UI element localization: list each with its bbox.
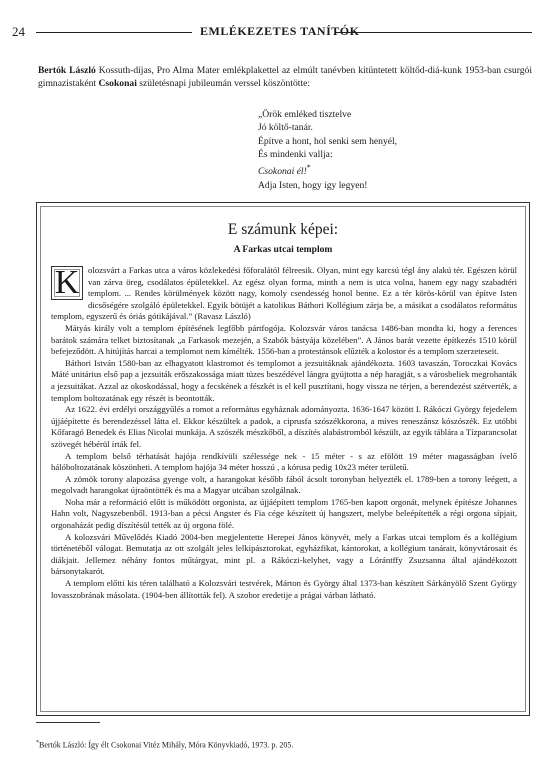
poem-line: „Örök emléked tisztelve xyxy=(258,109,352,120)
page-number: 24 xyxy=(12,24,25,39)
paragraph: A templom előtti kis téren található a Kolozsvári testvérek, Márton és György által 1373-ban készített Sárkányölő Szent György lovasszobrának másolata. (1904-ben állították fel). A szobor eredetije a prágai várban látható. xyxy=(51,578,517,600)
drop-cap: K xyxy=(51,266,83,300)
footnote-marker: * xyxy=(36,740,39,746)
paragraph: A templom belső térhatását hajója rendkívüli szélessége nek - 15 méter - s az efölött 19 méter magasságban ívelő hálóboltozatának köszönheti. A templom hajója 34 méter hosszú , a kórusa pedig 10x23 méter területű. xyxy=(51,450,517,473)
poem-line: Építve a hont, hol senki sem henyél, xyxy=(258,135,398,147)
footnote xyxy=(36,738,530,751)
footnote-reference: * xyxy=(306,163,311,173)
box-subtitle: A Farkas utcai templom xyxy=(233,244,333,255)
paragraph-text: olozsvárt a Farkas utca a város közlekedési főforalától félreesik. Olyan, mint egy karcsú tégl ány alakú tér. Egészen körül van zárva öreg, csodálatos épületekkel. Az egész olyan forma, minth a nem is utca volna, hanem egy nagy szabadtéri templom. ... Rendes körülmények között nagy, komoly csendesség honol benne. Ez a tér körös-körül van építve Isten dicsőségére szolgáló épületekkel. Egyik bötüjét a katolikus Báthori Kollégium zárja be, a másikat a csodálatos református templom, egyszerű és óriás gótikájával.” (Ravasz László) xyxy=(51,265,517,322)
poem-italic-text: Csokonai él! xyxy=(258,166,307,178)
school-name: Csokonai xyxy=(98,78,137,90)
paragraph: Noha már a reformáció előtt is működött orgonista, az újjáépített templom 1765-ben kapott orgonát, melynek építésze Johannes Hahn volt, Nagyszebenből. 1913-ban a pécsi Angster és Fia cége készített új hangszert, melybe beleépítették a régi orgona sípjait, orgonaházát pedig díszítésül tették az új orgona fölé. xyxy=(51,496,517,531)
intro-text-1: Kossuth-díjas, Pro Alma Mater emlékplakettel az elmúlt tanévben kitüntetett költőd-diá-kunk 1953-ban csurgói gimnazistaként xyxy=(38,65,532,90)
intro-paragraph xyxy=(38,64,532,90)
poem-line: Adja Isten, hogy így legyen! xyxy=(258,179,368,191)
poem xyxy=(258,108,518,192)
paragraph: Báthori István 1580-ban az elhagyatott klastromot és templomot a jezsuitáknak ajándékozta. 1603 tavaszán, Toroczkai Kovács Máté unitárius első pap a jezsuiták erőszakossága miatt tüzes beszédével lángra gyújtotta a nép haragját, s a városbeliek megrohanták a jezsuitákat. Azzal az okoskodással, hogy a fecskének a fészkét is el kell pusztítani, hogy vissza ne térjen, a berendezést szétverték, a templom boltozatának egy részét is beontották. xyxy=(51,357,517,403)
footnote-rule xyxy=(36,722,100,723)
paragraph: Mátyás király volt a templom építésének legfőbb pártfogója. Kolozsvár város tanácsa 1486-ban mondta ki, hogy a ferences barátok számára telket biztosítanak „a Farkasok mezején, a Szabók bástyája közelében”. A János barát vezette építkezés 1510 körül befejeződött. A hitújítás harcai a templomot nem kímélték. 1556-ban a protestánsok elűzték a kolostor és a templom szerzeteseit. xyxy=(51,322,517,357)
box-title: E számunk képei: xyxy=(227,221,339,238)
poem-line: És mindenki vallja: xyxy=(258,148,333,160)
running-title: EMLÉKEZETES TANÍTÓK xyxy=(200,24,360,38)
footnote-text: Bertók László: Így élt Csokonai Vitéz Mihály, Móra Könyvkiadó, 1973. p. 205. xyxy=(39,740,294,750)
paragraph: Az 1622. évi erdélyi országgyűlés a romot a református egyháznak adományozta. 1636-1647 között I. Rákóczi György fejedelem újjáépítette és berendezéssel látta el. Ekkor készültek a padok, a ciprusfa szószékkorona, a míves reneszánsz kószószék. Ez utóbbi Kőfaragó Benedek és Elias Nicolai munkája. A szószék mészkőből, a díszítés alabástromból készült, az egyik táblára a Tízparancsolat szövegét hébérül írták fel. xyxy=(51,404,517,449)
header-rule-left xyxy=(36,32,192,33)
author-name: Bertók László xyxy=(38,65,96,76)
feature-box xyxy=(36,202,530,716)
box-body xyxy=(51,265,517,601)
header-rule-right xyxy=(336,32,532,33)
intro-text-2: születésnapi jubileumán verssel köszöntötte: xyxy=(136,78,311,90)
paragraph: A zömök torony alapozása gyenge volt, a harangokat később fából ácsolt toronyban helyezték el. 1789-ben a torony leégett, a megolvadt harangokat újraöntötték és ma a Magyar utcában szolgálnak. xyxy=(51,473,517,496)
poem-line-italic xyxy=(258,161,518,178)
paragraph xyxy=(51,265,517,323)
poem-line: Jó költő-tanár. xyxy=(258,122,313,134)
paragraph: A kolozsvári Művelődés Kiadó 2004-ben megjelentette Herepei János könyvét, mely a Farkas utcai templom és a kollégium történetéből válogat. Bemutatja az ott szolgált jeles lelkipásztorokat, egyházfikat, kántorokat, a kollégium tanárait, könyvtárosait és diákjait. Jellemez néhány fontos műtárgyat, mint pl. a Rákóczi-kelyhet, vagy a Lórántffy Zsuzsanna által ajándékozott bársonytakarót. xyxy=(51,531,517,577)
